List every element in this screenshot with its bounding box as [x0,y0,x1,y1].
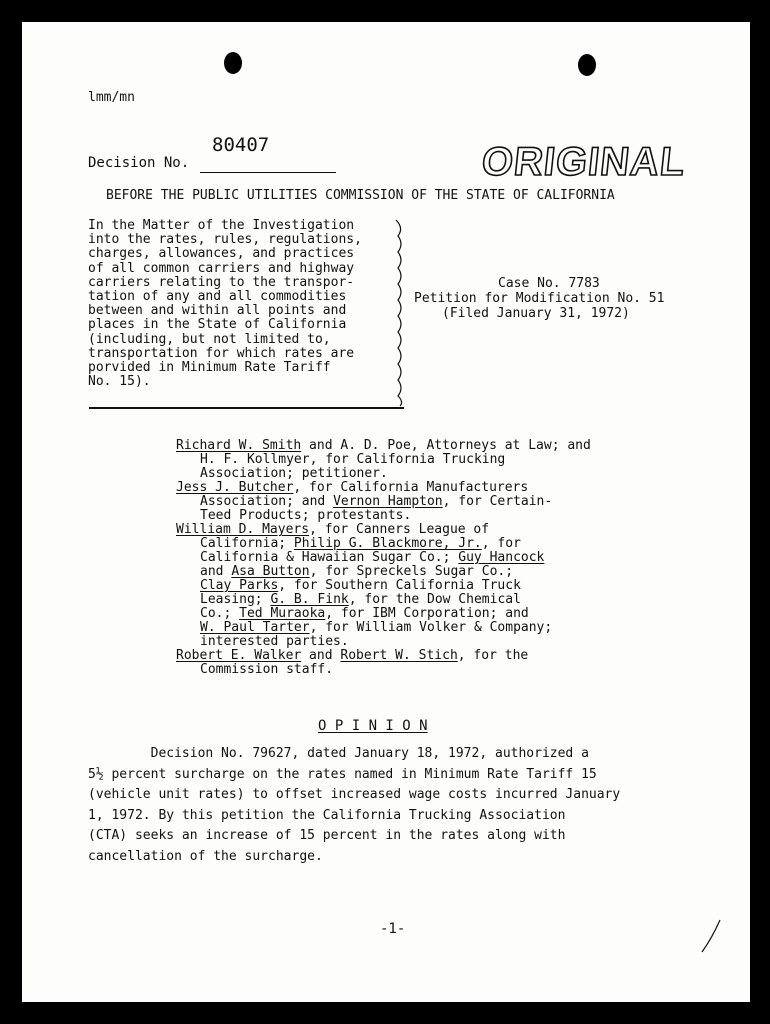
party-name: G. B. Fink [270,592,349,607]
party-name: Ted Muraoka [239,606,326,621]
decision-label: Decision No. [88,155,190,171]
appearance-line [200,620,552,635]
party-name: Jess J. Butcher [176,480,294,495]
party-name: Richard W. Smith [176,438,302,453]
appearance-line [200,466,388,481]
appearance-text: , for California Manufacturers [293,480,529,495]
caption-underline [89,407,404,409]
opinion-line: 5½ percent surcharge on the rates named in Minimum Rate Tariff 15 [88,766,597,782]
appearance-text: California; [200,536,294,551]
matter-line: (including, but not limited to, [88,331,331,347]
opinion-line: 1, 1972. By this petition the California Trucking Association [88,807,566,823]
case-line: Petition for Modification No. 51 [414,291,665,306]
appearance-line [200,508,411,523]
case-line: Case No. 7783 [498,276,600,291]
appearance-text: Association; and [200,494,334,509]
appearance-text: , for Certain- [442,494,553,509]
appearance-line [200,494,552,509]
party-name: Philip G. Blackmore, Jr. [293,536,482,551]
appearance-text: , for Canners League of [309,522,490,537]
decision-number: 80407 [212,134,270,156]
opinion-line: (vehicle unit rates) to offset increased wage costs incurred January [88,787,621,802]
appearance-text: and [301,648,341,663]
appearance-text: , for [481,536,521,551]
matter-line: porvided in Minimum Rate Tariff [88,360,331,375]
matter-line: tation of any and all commodities [88,289,347,304]
opinion-line: Decision No. 79627, dated January 18, 1972, authorized a [88,746,589,761]
punch-hole-left [224,52,242,74]
appearance-line [200,536,521,551]
document-page [22,22,750,1002]
appearance-text: and [200,564,232,579]
appearance-text: , for Spreckels Sugar Co.; [309,564,514,579]
matter-line: transportation for which rates are [88,345,355,361]
party-name: Guy Hancock [458,550,545,565]
appearance-line [200,592,521,607]
party-name: Robert W. Stich [340,648,458,663]
appearance-text: , for the Dow Chemical [348,592,521,607]
appearance-text: Association; petitioner. [200,466,388,481]
matter-line: places in the State of California [88,317,347,333]
appearance-text: California & Hawaiian Sugar Co.; [200,550,459,565]
initials: lmm/mn [88,90,135,105]
decision-line [200,172,336,173]
appearance-line [200,634,349,649]
appearance-line [200,578,521,593]
party-name: W. Paul Tarter [200,620,310,635]
opinion-line: cancellation of the surcharge. [88,848,323,864]
appearance-text: Teed Products; protestants. [200,508,412,523]
appearance-text: , for the [457,648,529,663]
commission-title: BEFORE THE PUBLIC UTILITIES COMMISSION OF THE STATE OF CALIFORNIA [106,188,615,203]
party-name: Vernon Hampton [333,494,443,509]
appearance-line [176,480,528,495]
opinion-line: (CTA) seeks an increase of 15 percent in the rates along with [88,828,566,843]
matter-line: between and within all points and [88,303,347,319]
matter-line: of all common carriers and highway [88,260,355,276]
party-name: Robert E. Walker [176,648,302,663]
appearance-text: , for Southern California Truck [278,578,521,593]
page-number: -1- [380,921,406,937]
party-name: Asa Button [231,564,310,579]
appearance-line [200,662,333,677]
matter-line: In the Matter of the Investigation [88,218,355,233]
appearance-text: and A. D. Poe, Attorneys at Law; and [301,438,591,453]
appearance-line [200,564,513,579]
original-stamp: ORIGINAL [479,140,688,184]
appearance-text: H. F. Kollmyer [200,452,310,467]
party-name: William D. Mayers [176,522,310,537]
appearance-text: , for William Volker & Company; [309,620,553,635]
punch-hole-right [578,54,596,76]
opinion-heading: O P I N I O N [318,718,428,734]
appearance-line [176,438,591,453]
appearance-text: Co.; [200,606,240,621]
party-name: Clay Parks [200,578,279,593]
appearance-text: Leasing; [200,592,271,607]
case-line: (Filed January 31, 1972) [442,306,630,321]
appearance-line [176,648,528,663]
appearance-text: , for California Trucking [309,452,506,467]
appearance-text: interested parties. [200,634,349,649]
margin-mark [698,918,724,958]
appearance-line [176,522,489,537]
appearance-line [200,550,544,565]
appearance-text: , for IBM Corporation; and [325,606,529,621]
appearance-line [200,452,505,467]
appearance-text: Commission staff. [200,662,334,677]
appearance-line [200,606,529,621]
matter-line: into the rates, rules, regulations, [88,232,362,248]
caption-brace [394,218,406,408]
matter-line: charges, allowances, and practices [88,246,355,262]
matter-line: No. 15). [88,374,151,390]
matter-line: carriers relating to the transpor- [88,274,355,290]
